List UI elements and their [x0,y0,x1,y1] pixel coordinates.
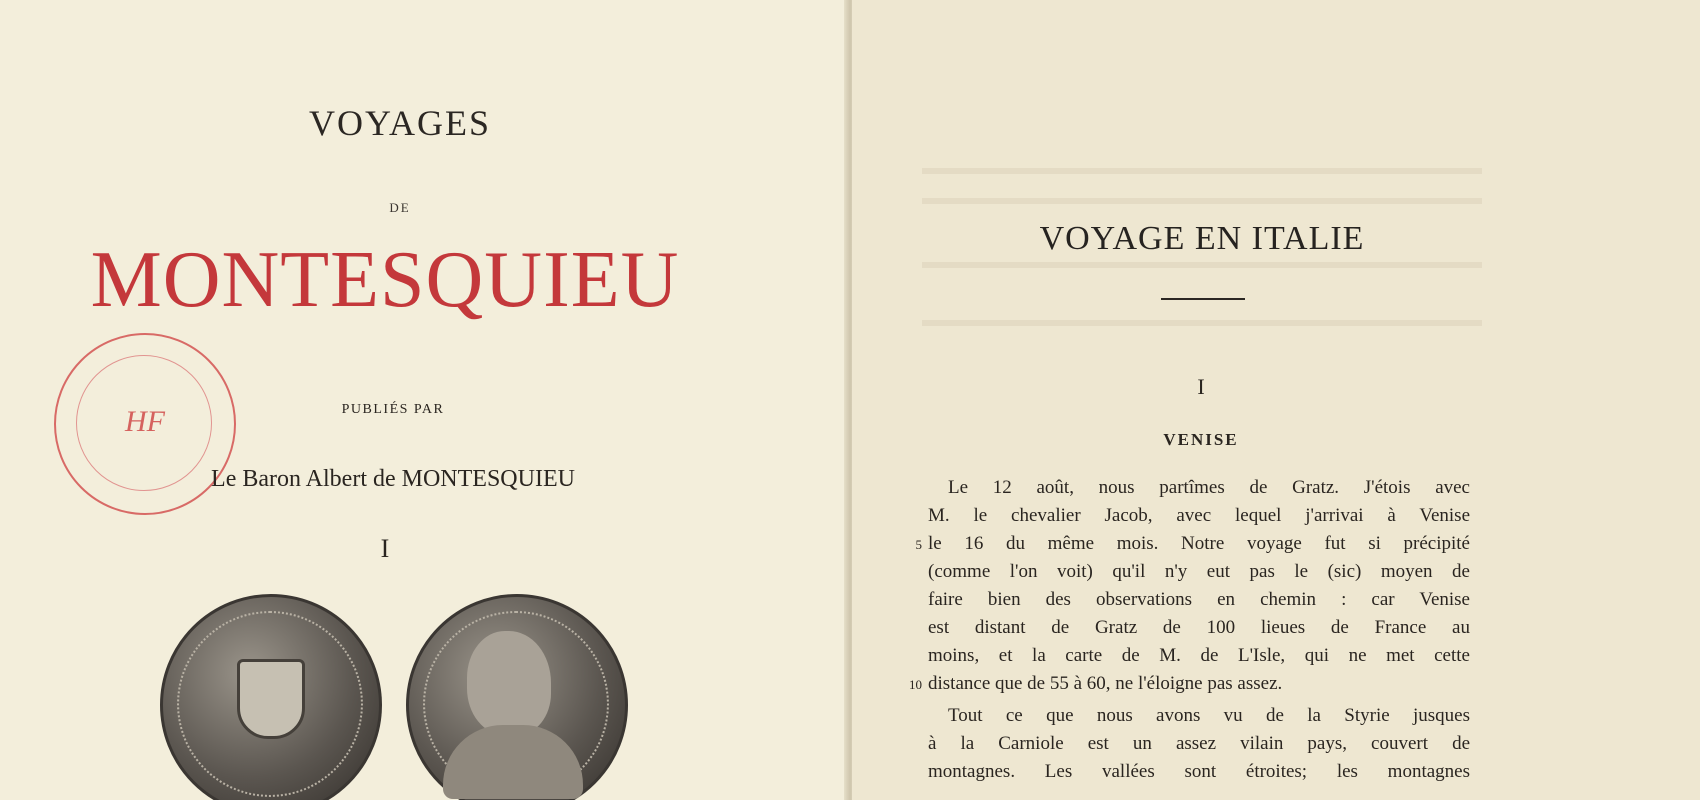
line-number: 5 [915,537,922,552]
body-line: distance que de 55 à 60, ne l'éloigne pas assez. [928,673,1283,694]
show-through-text [922,168,1482,174]
medal-portrait [406,594,628,800]
show-through-text [922,198,1482,204]
body-line: le 16 du même mois. Notre voyage fut si précipité [928,533,1470,554]
show-through-text [922,262,1482,268]
chapter-number: I [1197,374,1205,399]
body-line: faire bien des observations en chemin : car Venise [928,589,1470,610]
title-voyages: VOYAGES [308,103,491,143]
editor-name: Le Baron Albert de MONTESQUIEU [211,466,575,492]
title-montesquieu: MONTESQUIEU [90,236,680,324]
coat-of-arms-icon [237,659,305,739]
body-line: Tout ce que nous avons vu de la Styrie jusques [948,705,1470,726]
right-page [852,0,1700,800]
title-de: DE [389,200,411,215]
portrait-head-icon [467,631,551,735]
body-line: (comme l'on voit) qu'il n'y eut pas le (sic) moyen de [928,561,1470,582]
chapter-title: VENISE [1163,430,1239,449]
line-number: 10 [909,677,922,692]
chapter-heading: VOYAGE EN ITALIE [1039,220,1365,257]
volume-number: I [380,534,390,563]
body-line: montagnes. Les vallées sont étroites; les montagnes [928,761,1470,782]
body-line: est distant de Gratz de 100 lieues de France au [928,617,1470,638]
body-line: Le 12 août, nous partîmes de Gratz. J'étois avec [948,477,1470,498]
body-line: M. le chevalier Jacob, avec lequel j'arrivai à Venise [928,505,1470,526]
medal-coat-of-arms [160,594,382,800]
body-line: à la Carniole est un assez vilain pays, couvert de [928,733,1470,754]
published-by: PUBLIÉS PAR [341,402,445,417]
stamp-mark: HF [125,405,165,438]
left-page [0,0,848,800]
title-rule [1161,298,1245,300]
show-through-text [922,320,1482,326]
body-line: moins, et la carte de M. de L'Isle, qui ne met cette [928,645,1470,666]
